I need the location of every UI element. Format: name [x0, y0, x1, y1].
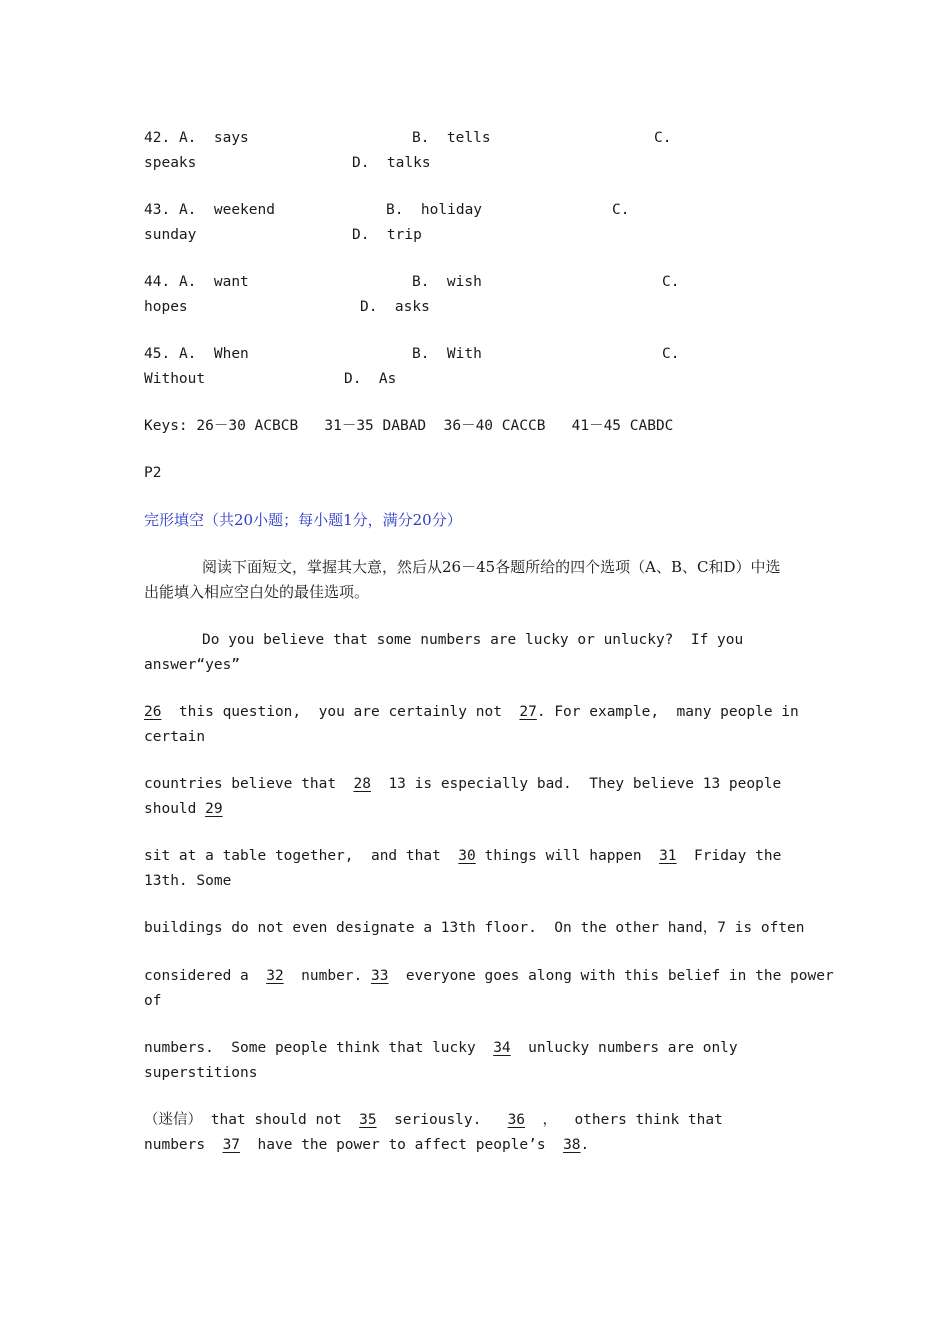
question-42-option-d: D. talks	[352, 155, 431, 171]
question-number: 42.	[144, 130, 171, 146]
option-a: A. want	[178, 274, 249, 290]
question-number: 44.	[144, 274, 171, 290]
question-43-option-c-text: sunday	[144, 227, 197, 243]
question-43-option-d: D. trip	[352, 227, 422, 243]
passage-line-7: numbers. Some people think that lucky 34 unlucky numbers are only	[144, 1040, 738, 1056]
question-42-option-c-text: speaks	[144, 155, 197, 171]
question-44-option-c-text: hopes	[144, 299, 188, 315]
question-45-option-b: B. With	[412, 346, 482, 362]
passage-line-8b: numbers 37 have the power to affect people’s 38.	[144, 1137, 590, 1153]
option-a: A. weekend	[178, 202, 275, 218]
passage-line-8: （迷信） that should not 35 seriously. 36 ， others think that	[144, 1112, 723, 1128]
question-44-option-d: D. asks	[360, 299, 430, 315]
question-42-line1	[144, 128, 249, 148]
question-43-option-b: B. holiday	[386, 202, 483, 218]
blank-28: 28	[353, 776, 371, 792]
passage-line-4b: 13th. Some	[144, 873, 232, 889]
blank-32: 32	[266, 968, 284, 984]
blank-37: 37	[222, 1137, 241, 1153]
answer-keys: Keys: 26－30 ACBCB 31－35 DABAD 36－40 CACCB 41－45 CABDC	[144, 418, 674, 434]
question-43-option-c-letter: C.	[612, 202, 630, 218]
passage-line-3b: should 29	[144, 801, 223, 817]
section-title: 完形填空（共20小题；每小题1分，满分20分）	[144, 511, 462, 529]
blank-34: 34	[493, 1040, 511, 1056]
option-a: A. When	[178, 346, 249, 362]
question-44-option-b: B. wish	[412, 274, 482, 290]
passage-line-2b: certain	[144, 729, 206, 745]
question-number: 45.	[144, 346, 171, 362]
question-42-option-c-letter: C.	[654, 130, 672, 146]
passage-line-6: considered a 32 number. 33 everyone goes along with this belief in the power	[144, 968, 834, 984]
question-44-option-c-letter: C.	[662, 274, 680, 290]
question-45-line1	[144, 344, 249, 364]
blank-27: 27	[519, 704, 537, 720]
passage-line-7b: superstitions	[144, 1065, 258, 1081]
option-a: A. says	[178, 130, 249, 146]
blank-38: 38	[563, 1137, 581, 1153]
blank-33: 33	[371, 968, 389, 984]
passage-line-1: Do you believe that some numbers are lucky or unlucky? If you	[202, 632, 744, 648]
blank-30: 30	[458, 848, 476, 864]
question-43-line1	[144, 200, 275, 220]
passage-line-2: 26 this question, you are certainly not 27. For example, many people in	[144, 704, 799, 720]
passage-line-4: sit at a table together, and that 30 things will happen 31 Friday the	[144, 848, 782, 864]
passage-line-1b: answer“yes”	[144, 657, 241, 673]
blank-31: 31	[659, 848, 677, 864]
instructions-line-2: 出能填入相应空白处的最佳选项。	[144, 583, 370, 601]
question-45-option-c-letter: C.	[662, 346, 680, 362]
blank-36: 36	[507, 1112, 526, 1128]
instructions-line-1: 阅读下面短文，掌握其大意，然后从26－45各题所给的四个选项（A、B、C和D）中选	[202, 558, 781, 576]
question-number: 43.	[144, 202, 171, 218]
blank-35: 35	[359, 1112, 377, 1128]
blank-26: 26	[144, 704, 162, 720]
question-45-option-d: D. As	[344, 371, 397, 387]
blank-29: 29	[205, 801, 223, 817]
question-42-option-b: B. tells	[412, 130, 491, 146]
question-45-option-c-text: Without	[144, 371, 206, 387]
passage-line-5: buildings do not even designate a 13th floor. On the other hand，7 is often	[144, 920, 805, 936]
page-label: P2	[144, 465, 162, 481]
question-44-line1	[144, 272, 249, 292]
passage-line-6b: of	[144, 993, 162, 1009]
passage-line-3: countries believe that 28 13 is especially bad. They believe 13 people	[144, 776, 782, 792]
